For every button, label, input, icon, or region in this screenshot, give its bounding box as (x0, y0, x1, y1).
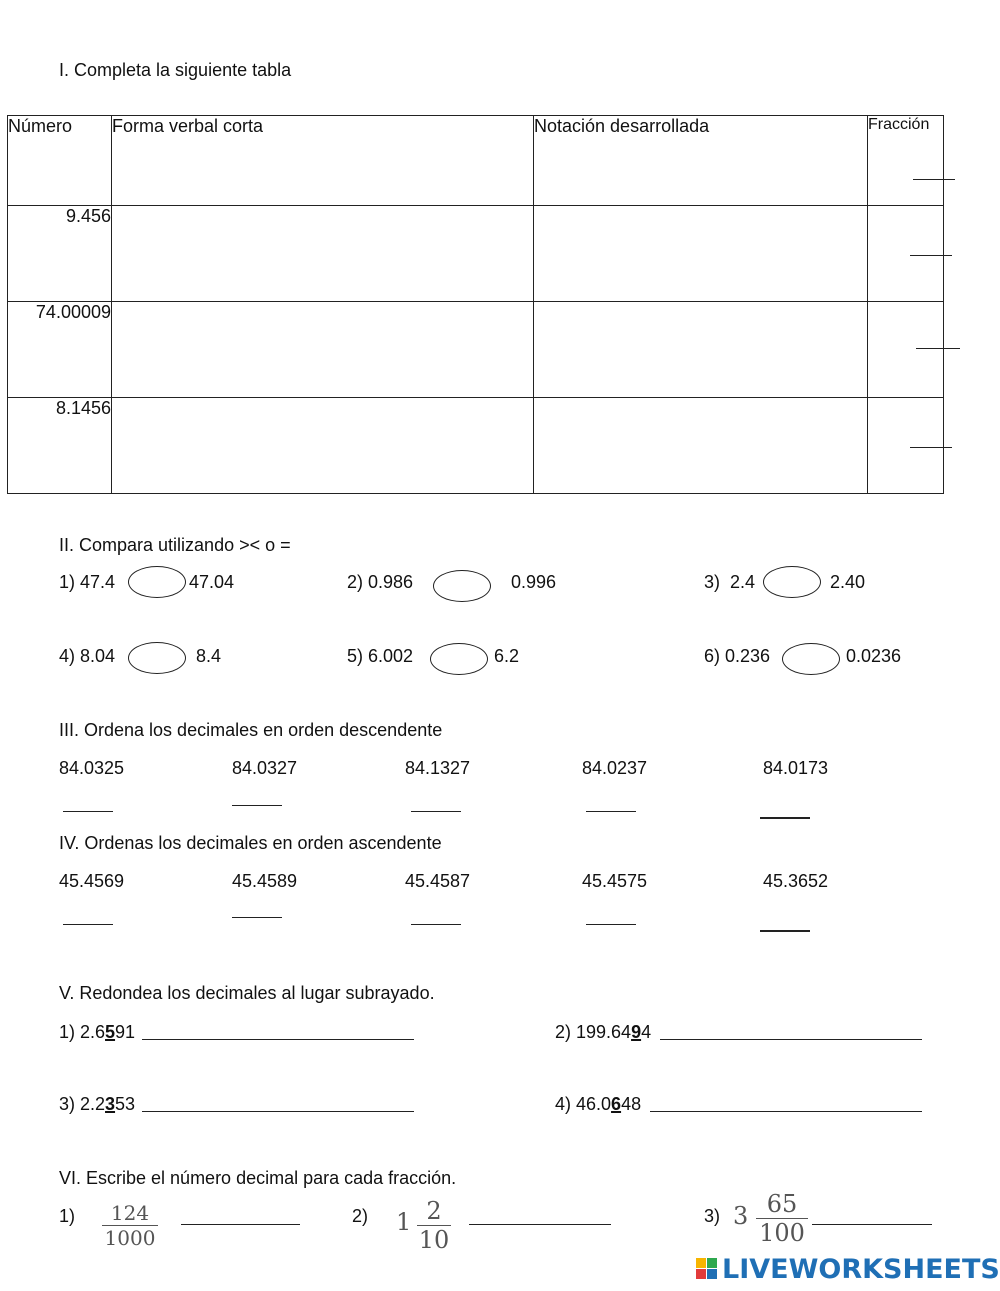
answer-cell[interactable] (534, 206, 868, 302)
answer-blank[interactable] (812, 1224, 932, 1225)
numerator: 124 (102, 1201, 158, 1226)
denominator: 100 (759, 1219, 805, 1247)
numerator: 65 (756, 1190, 808, 1219)
compare-oval-6[interactable] (782, 643, 840, 675)
order-number: 45.3652 (763, 871, 829, 891)
round-prefix: 1) 2.6 (59, 1022, 106, 1042)
answer-cell[interactable] (112, 206, 534, 302)
header-numero: Número (8, 116, 112, 206)
round-item (555, 1022, 651, 1043)
compare-item-right: 0.996 (511, 572, 557, 592)
fraction-image-1 (102, 1201, 158, 1250)
compare-item-right: 2.40 (830, 572, 866, 592)
row-number: 74.00009 (8, 302, 112, 398)
header-notacion: Notación desarrollada (534, 116, 868, 206)
order-number: 84.0237 (582, 758, 648, 778)
compare-oval-1[interactable] (128, 566, 186, 598)
fraction-whole: 3 (733, 1202, 749, 1230)
fraction-line (916, 348, 960, 349)
compare-oval-5[interactable] (430, 643, 488, 675)
order-number: 84.0173 (763, 758, 829, 778)
section-1-title: I. Completa la siguiente tabla (59, 60, 292, 80)
answer-blank[interactable] (469, 1224, 611, 1225)
compare-oval-3[interactable] (763, 566, 821, 598)
compare-item-right: 0.0236 (846, 646, 902, 666)
answer-blank[interactable] (232, 917, 282, 918)
answer-blank[interactable] (586, 924, 636, 925)
order-number: 45.4587 (405, 871, 471, 891)
table-header-row (8, 116, 944, 206)
answer-cell[interactable] (534, 398, 868, 494)
compare-oval-2[interactable] (433, 570, 491, 602)
header-fraccion: Fracción (868, 116, 944, 206)
section-2-title: II. Compara utilizando >< o = (59, 535, 291, 555)
round-suffix: 4 (641, 1022, 652, 1042)
answer-cell[interactable] (534, 302, 868, 398)
answer-blank[interactable] (63, 924, 113, 925)
fraction-cell[interactable] (868, 302, 944, 398)
fraction-line (910, 447, 952, 448)
fraction-item-label: 2) (352, 1206, 369, 1226)
underlined-digit: 6 (611, 1094, 622, 1114)
denominator: 10 (418, 1226, 450, 1254)
order-number: 84.0327 (232, 758, 298, 778)
round-suffix: 91 (115, 1022, 136, 1042)
liveworksheets-logo[interactable]: LIVEWORKSHEETS (722, 1254, 1000, 1285)
fraction-line (910, 255, 952, 256)
compare-item-label: 5) 6.002 (347, 646, 414, 666)
table-row (8, 302, 944, 398)
answer-cell[interactable] (112, 302, 534, 398)
answer-blank[interactable] (760, 930, 810, 932)
answer-blank[interactable] (586, 811, 636, 812)
denominator: 1000 (104, 1226, 156, 1250)
section-6-title: VI. Escribe el número decimal para cada fracción. (59, 1168, 457, 1188)
round-item (555, 1094, 641, 1115)
table-row (8, 206, 944, 302)
order-number: 45.4589 (232, 871, 298, 891)
row-number: 9.456 (8, 206, 112, 302)
compare-item-label: 6) 0.236 (704, 646, 771, 666)
round-prefix: 4) 46.0 (555, 1094, 612, 1114)
compare-item-label: 2) 0.986 (347, 572, 414, 592)
order-number: 45.4569 (59, 871, 125, 891)
fraction-cell[interactable] (868, 206, 944, 302)
fraction-line (913, 179, 955, 180)
section-5-title: V. Redondea los decimales al lugar subrayado. (59, 983, 435, 1003)
compare-item-right: 8.4 (196, 646, 222, 666)
compare-item-label: 4) 8.04 (59, 646, 116, 666)
fraction-image-2 (417, 1197, 451, 1254)
header-forma-verbal: Forma verbal corta (112, 116, 534, 206)
answer-blank[interactable] (142, 1111, 414, 1112)
compare-item-right: 47.04 (189, 572, 235, 592)
completion-table (7, 115, 944, 494)
underlined-digit: 9 (631, 1022, 642, 1042)
order-number: 84.1327 (405, 758, 471, 778)
fraction-item-label: 1) (59, 1206, 76, 1226)
round-suffix: 48 (621, 1094, 642, 1114)
compare-oval-4[interactable] (128, 642, 186, 674)
fraction-whole: 1 (396, 1208, 412, 1236)
round-prefix: 2) 199.64 (555, 1022, 632, 1042)
table-row (8, 398, 944, 494)
compare-item-label: 1) 47.4 (59, 572, 116, 592)
liveworksheets-logo-icon (696, 1258, 718, 1280)
order-number: 45.4575 (582, 871, 648, 891)
answer-blank[interactable] (142, 1039, 414, 1040)
numerator: 2 (417, 1197, 451, 1226)
underlined-digit: 5 (105, 1022, 116, 1042)
answer-blank[interactable] (63, 811, 113, 812)
fraction-cell[interactable] (868, 398, 944, 494)
answer-blank[interactable] (411, 811, 461, 812)
section-3-title: III. Ordena los decimales en orden descendente (59, 720, 443, 740)
round-suffix: 53 (115, 1094, 136, 1114)
underlined-digit: 3 (105, 1094, 116, 1114)
answer-blank[interactable] (760, 817, 810, 819)
compare-item-right: 6.2 (494, 646, 520, 666)
answer-blank[interactable] (411, 924, 461, 925)
fraction-image-3 (756, 1190, 808, 1247)
answer-cell[interactable] (112, 398, 534, 494)
fraction-item-label: 3) (704, 1206, 721, 1226)
section-4-title: IV. Ordenas los decimales en orden ascendente (59, 833, 442, 853)
answer-blank[interactable] (181, 1224, 300, 1225)
round-item (59, 1094, 135, 1115)
answer-blank[interactable] (650, 1111, 922, 1112)
round-item (59, 1022, 135, 1043)
answer-blank[interactable] (232, 805, 282, 806)
row-number: 8.1456 (8, 398, 112, 494)
order-number: 84.0325 (59, 758, 125, 778)
round-prefix: 3) 2.2 (59, 1094, 106, 1114)
answer-blank[interactable] (660, 1039, 922, 1040)
compare-item-label: 3) 2.4 (704, 572, 756, 592)
